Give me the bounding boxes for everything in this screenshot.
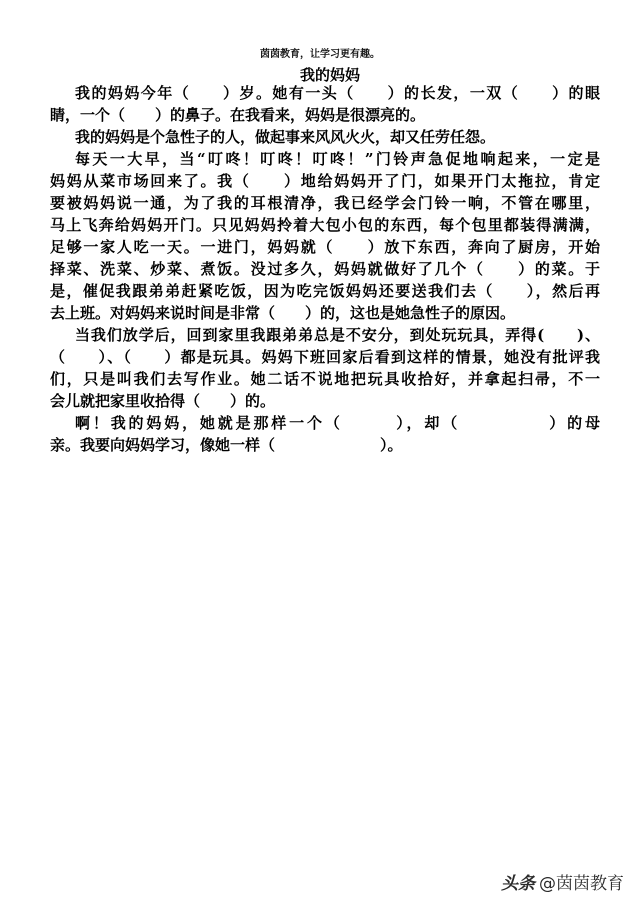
- watermark-account: @茵茵教育: [539, 874, 624, 894]
- text-line: 睛，一个（ ）的鼻子。在我看来，妈妈是很漂亮的。: [50, 106, 426, 124]
- text-line: 们，只是叫我们去写作业。她二话不说地把玩具收拾好，并拿起扫帚，不一: [50, 370, 600, 388]
- watermark: [501, 873, 624, 895]
- text-line: 会儿就把家里收拾得（ ）的。: [50, 392, 276, 410]
- text-line: 择菜、洗菜、炒菜、煮饭。没过多久，妈妈就做好了几个（ ）的菜。于: [50, 260, 600, 278]
- paragraph-appearance: [50, 82, 600, 126]
- header-slogan: 茵茵教育，让学习更有趣。: [260, 49, 380, 60]
- text-line: （ ）、（ ）都是玩具。妈妈下班回家后看到这样的情景，她没有批评我: [50, 348, 600, 366]
- text-line: 亲。我要向妈妈学习，像她一样（ ）。: [50, 436, 403, 454]
- text-line: 马上飞奔给妈妈开门。只见妈妈拎着大包小包的东西，每个包里都装得满满，: [50, 216, 600, 234]
- text-line: 妈妈从菜市场回来了。我（ ）地给妈妈开了门，如果开门太拖拉，肯定: [50, 172, 600, 190]
- document-body: [50, 82, 600, 456]
- paragraph-personality: [50, 126, 600, 148]
- paragraph-morning: [50, 148, 600, 324]
- text-line: 足够一家人吃一天。一进门，妈妈就（ ）放下东西，奔向了厨房，开始: [50, 238, 600, 256]
- paragraph-conclusion: [50, 412, 600, 456]
- text-line: 要被妈妈说一通，为了我的耳根清净，我已经学会门铃一响，不管在哪里，: [50, 194, 600, 212]
- text-line: 我的妈妈是个急性子的人，做起事来风风火火，却又任劳任怨。: [75, 128, 496, 146]
- watermark-logo: 头条: [501, 874, 535, 894]
- page-title: 我的妈妈: [299, 66, 360, 84]
- text-line: 是，催促我跟弟弟赶紧吃饭，因为吃完饭妈妈还要送我们去（ ），然后再: [50, 282, 600, 300]
- paragraph-after-school: [50, 324, 600, 412]
- text-line: 我的妈妈今年（ ）岁。她有一头（ ）的长发，一双（ ）的眼: [75, 84, 600, 102]
- text-line: 当我们放学后，回到家里我跟弟弟总是不安分，到处玩玩具，弄得( )、: [75, 326, 600, 344]
- text-line: 啊！我的妈妈，她就是那样一个（ ），却（ ）的母: [75, 414, 600, 432]
- text-line: 每天一大早，当“叮咚！叮咚！叮咚！”门铃声急促地响起来，一定是: [75, 150, 600, 168]
- text-line: 去上班。对妈妈来说时间是非常（ ）的，这也是她急性子的原因。: [50, 304, 516, 322]
